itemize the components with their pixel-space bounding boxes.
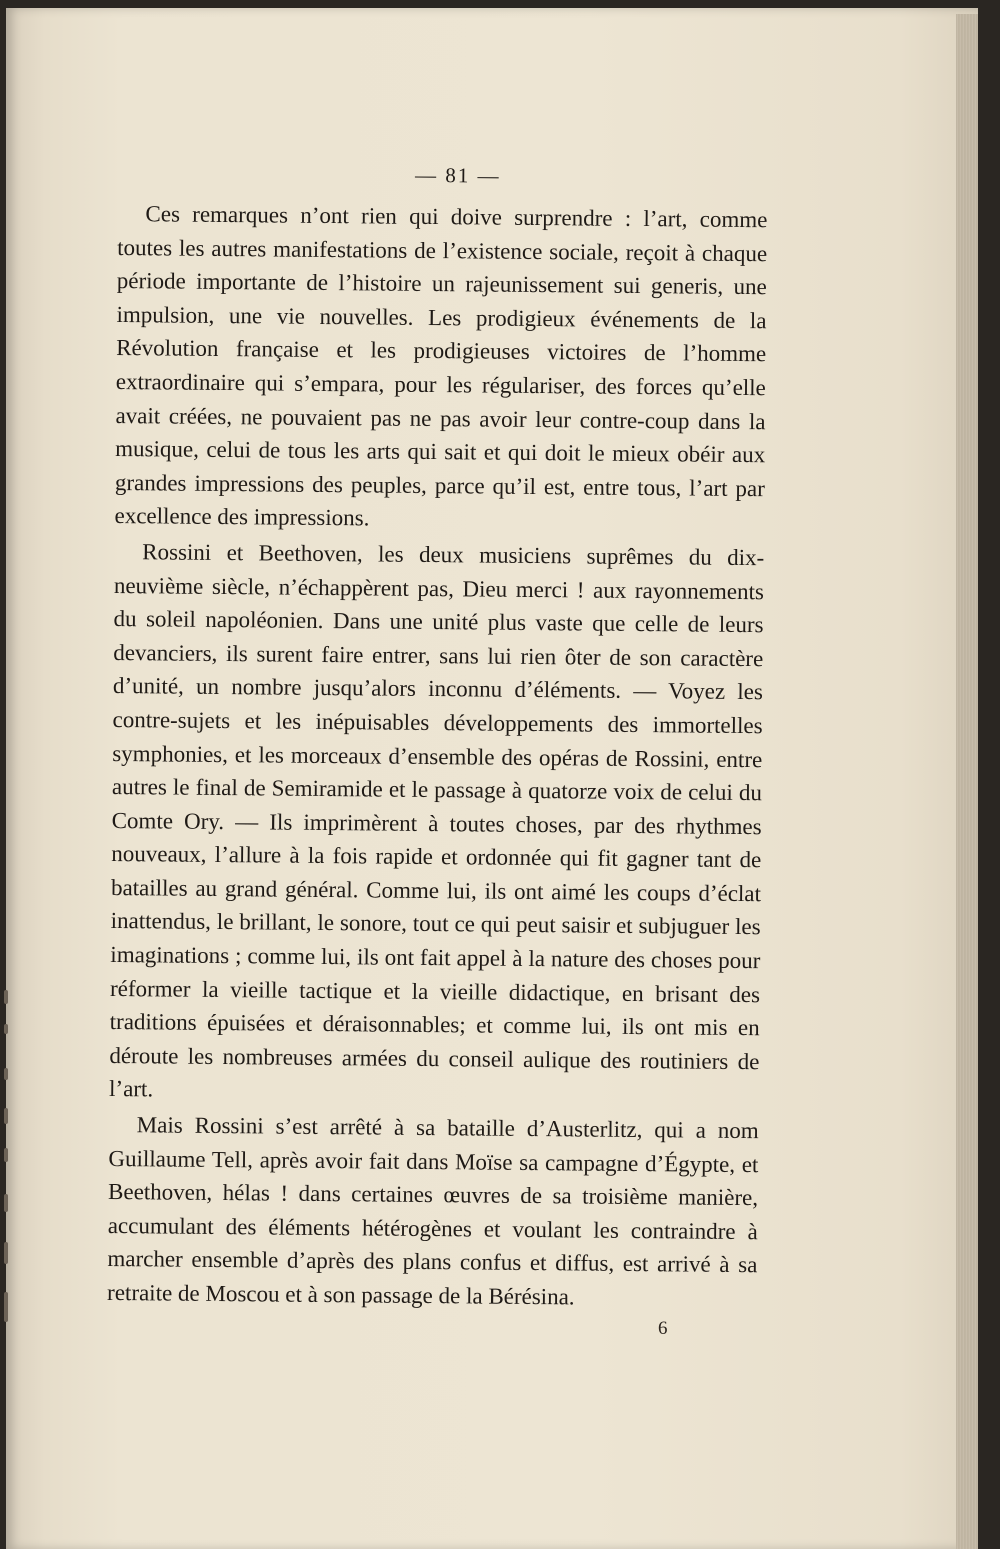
gutter-mark <box>4 1148 8 1162</box>
page-edge-stack <box>956 14 978 1549</box>
gutter-mark <box>4 1242 8 1264</box>
gutter-mark <box>4 1194 8 1212</box>
gutter-bleed-marks <box>0 980 14 1340</box>
signature-mark: 6 <box>658 1318 668 1339</box>
gutter-mark <box>4 1068 8 1080</box>
paragraph-2: Rossini et Beethoven, les deux musiciens suprêmes du dix-neuvième siècle, n’échappèrent pas, Dieu merci ! aux rayonnements du soleil napoléonien. Dans une unité plus vaste que celle de leurs devanciers, ils surent faire entrer, sans lui rien ôter de son caractère d’unité, un nombre jusqu’alors inconnu d’éléments. — Voyez les contre-sujets et les inépuisables développements des immortelles symphonies, et les morceaux d’ensemble des opéras de Rossini, entre autres le final de Semiramide et le passage à quatorze voix de celui du Comte Ory. — Ils imprimèrent à toutes choses, par des rhythmes nouveaux, l’allure à la fois rapide et ordonnée qui fit gagner tant de batailles au grand général. Comme lui, ils ont aimé les coups d’éclat inattendus, le brillant, le sonore, tout ce qui peut saisir et subjuguer les imaginations ; comme lui, ils ont fait appel à la nature des choses pour réformer la vieille tactique et la vieille didactique, en brisant des traditions épuisées et déraisonnables; et comme lui, ils ont mis en déroute les nombreuses armées du conseil aulique des routiniers de l’art. <box>108 539 765 1102</box>
gutter-mark <box>4 1024 8 1034</box>
page-number: — 81 — <box>415 162 501 188</box>
gutter-mark <box>4 990 8 1004</box>
gutter-mark <box>4 1292 8 1322</box>
paragraph-1: Ces remarques n’ont rien qui doive surprendre : l’art, comme toutes les autres manifestations de l’existence sociale, reçoit à chaque période importante de l’histoire un rajeunissement sui generis, une impulsion, une vie nouvelles. Les prodigieux événements de la Révolution française et les prodigieuses victoires de l’homme extraordinaire qui s’empara, pour les régulariser, des forces qu’elle avait créées, ne pouvaient pas ne pas avoir leur contre-coup dans la musique, celui de tous les arts qui sait et qui doit le mieux obéir aux grandes impressions des peuples, parce qu’il est, entre tous, l’art par excellence des impressions. <box>114 201 768 531</box>
paragraph-3: Mais Rossini s’est arrêté à sa bataille d’Austerlitz, qui a nom Guillaume Tell, après avoir fait dans Moïse sa campagne d’Égypte, et Beethoven, hélas ! dans certaines œuvres de sa troisième manière, accumulant des éléments hétérogènes et voulant les contraindre à marcher ensemble d’après des plans confus et diffus, est arrivé à sa retraite de Moscou et à son passage de la Bérésina. <box>107 1112 759 1310</box>
gutter-mark <box>4 1108 8 1124</box>
text-block <box>107 160 768 1316</box>
